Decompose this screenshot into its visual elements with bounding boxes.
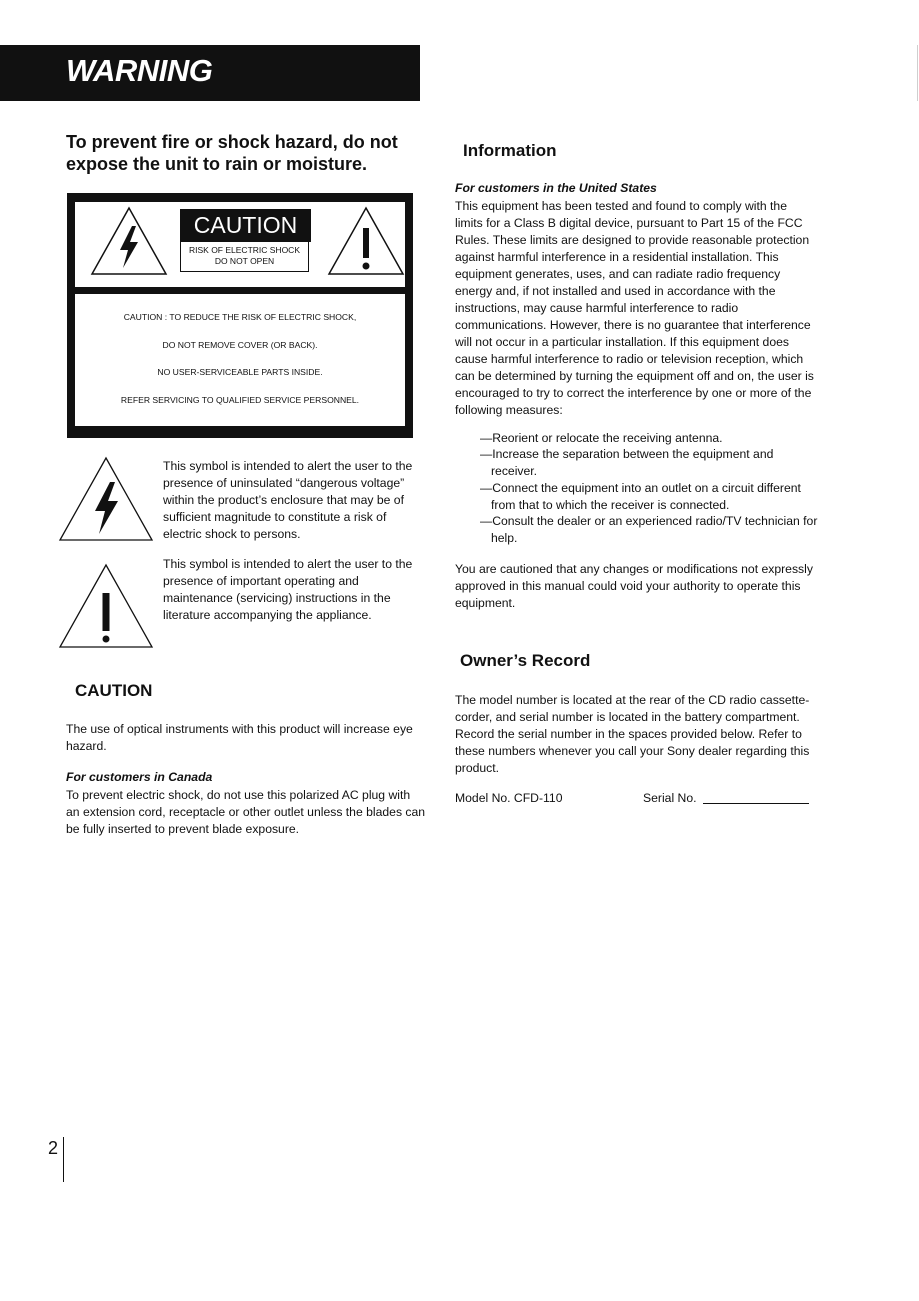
serial-number-blank [703, 803, 809, 804]
lightning-symbol-icon [58, 456, 154, 542]
information-heading: Information [463, 141, 557, 160]
warning-header-bar [0, 45, 420, 101]
lead-heading: To prevent fire or shock hazard, do not expose the unit to rain or moisture. [66, 132, 398, 174]
caution-line-4: REFER SERVICING TO QUALIFIED SERVICE PERSONNEL. [120, 395, 360, 405]
warning-title: WARNING [66, 53, 213, 88]
lightning-symbol-description: This symbol is intended to alert the user to the presence of uninsulated “dangerous voltage” within the product’s enclosure that may be of sufficient magnitude to constitute a risk of electric shock to persons. [163, 459, 413, 541]
owners-record-text: The model number is located at the rear of the CD radio cassette-corder, and serial number is located in the battery compartment. Record the serial number in the spaces provided below. Refer to these numbers whenever you call your Sony dealer regarding this product. [455, 693, 810, 775]
caution-label-bottom [75, 294, 405, 426]
serial-number-label: Serial No. [643, 791, 697, 805]
canada-text: To prevent electric shock, do not use this polarized AC plug with an extension cord, receptacle or other outlet unless the blades can be fully inserted to prevent blade exposure. [66, 788, 426, 836]
caution-label-box [67, 193, 413, 438]
page-number: 2 [48, 1138, 59, 1158]
model-number: Model No. CFD-110 [455, 791, 563, 805]
edge-mark [917, 45, 918, 101]
measure-item: —Connect the equipment into an outlet on a circuit different from that to which the receiver is connected. [480, 481, 801, 512]
us-compliance-text: This equipment has been tested and found to comply with the limits for a Class B digital device, pursuant to Part 15 of the FCC Rules. These limits are designed to provide reasonable protection against harmful interference in a residential installation. This equipment generates, uses, and can radiate radio frequency energy and, if not installed and used in accordance with the instructions, may cause harmful interference to radio communications. However, there is no guarantee that interference will not occur in a particular installation. If this equipment does cause harmful interference to radio or television reception, which can be determined by turning the equipment off and on, the user is encouraged to try to correct the interference by one or more of the following measures: [455, 199, 814, 417]
exclamation-symbol-icon [58, 563, 154, 649]
optical-warning-text: The use of optical instruments with this product will increase eye hazard. [66, 722, 413, 753]
caution-sub-line2: DO NOT OPEN [214, 256, 275, 266]
exclamation-symbol-description: This symbol is intended to alert the user to the presence of important operating and maintenance (servicing) instructions in the literature accompanying the appliance. [163, 557, 413, 622]
measure-item: —Reorient or relocate the receiving antenna. [480, 431, 723, 445]
modification-caution-text: You are cautioned that any changes or modifications not expressly approved in this manual could void your authority to operate this equipment. [455, 562, 813, 610]
caution-line-2: DO NOT REMOVE COVER (OR BACK). [162, 340, 318, 350]
exclamation-warning-icon [327, 206, 405, 276]
caution-heading: CAUTION [75, 681, 153, 700]
page-number-rule [63, 1137, 64, 1182]
caution-sub-line1: RISK OF ELECTRIC SHOCK [189, 245, 300, 255]
caution-subtitle [180, 242, 309, 272]
owners-record-heading: Owner’s Record [460, 651, 591, 670]
caution-title: CAUTION [180, 209, 311, 242]
caution-line-1: CAUTION : TO REDUCE THE RISK OF ELECTRIC SHOCK, [123, 312, 357, 322]
canada-subheading: For customers in Canada [66, 770, 213, 784]
caution-label-top [75, 202, 405, 287]
caution-line-3: NO USER-SERVICEABLE PARTS INSIDE. [157, 367, 323, 377]
us-subheading: For customers in the United States [455, 181, 657, 195]
measure-item: —Consult the dealer or an experienced radio/TV technician for help. [480, 514, 818, 545]
lightning-warning-icon [90, 206, 168, 276]
measure-item: —Increase the separation between the equipment and receiver. [480, 447, 774, 478]
